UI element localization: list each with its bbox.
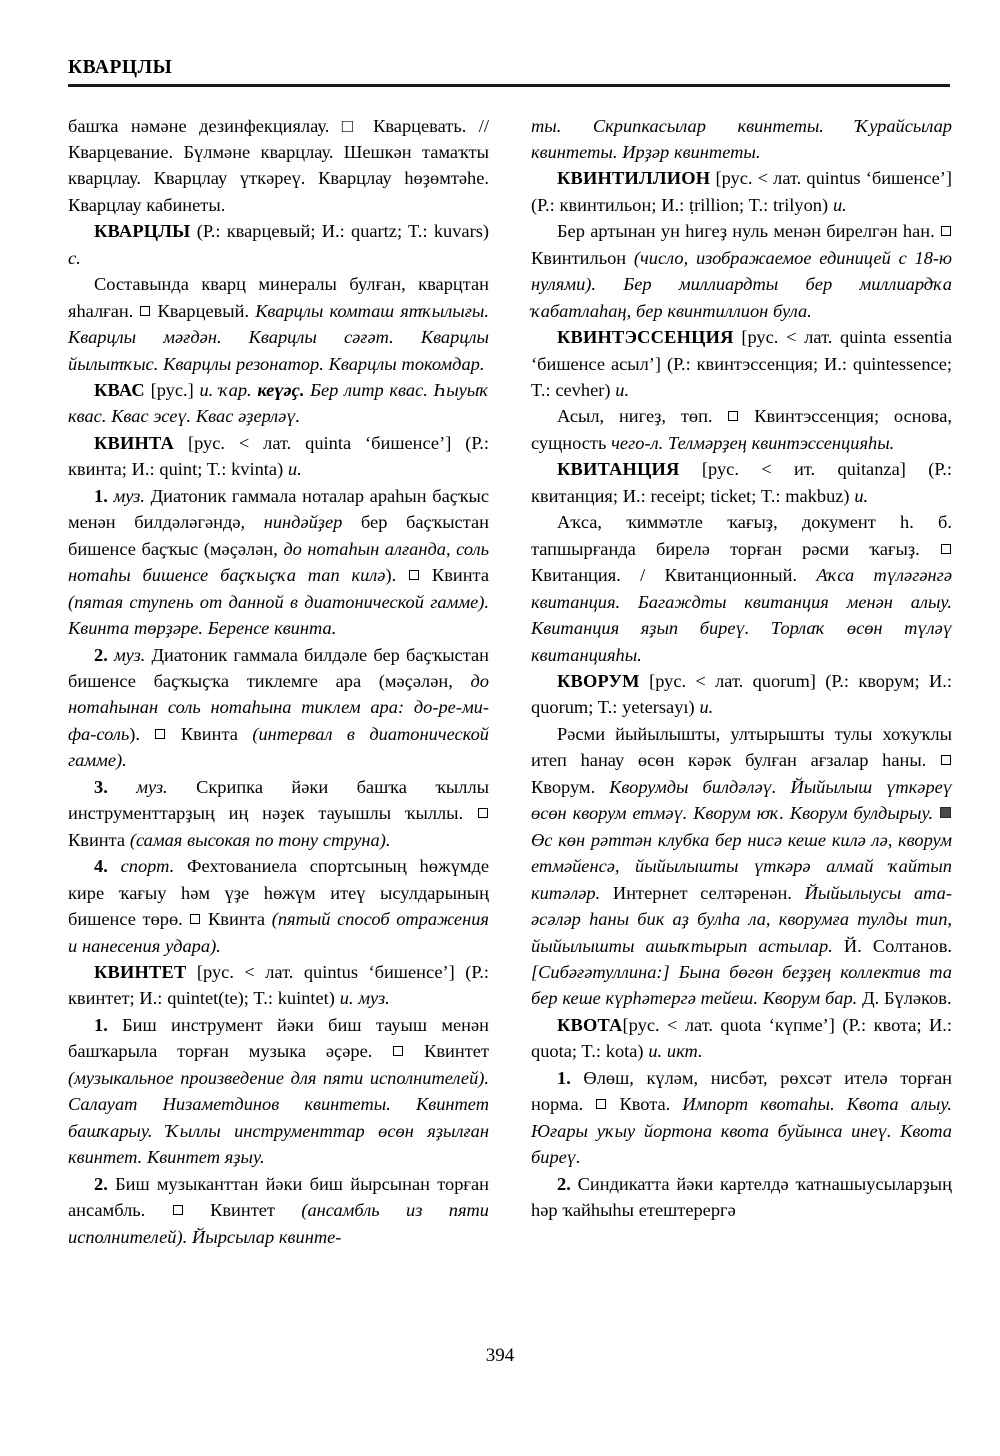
entry-kvintet-head <box>68 959 489 1012</box>
open-square-icon <box>140 306 150 316</box>
definition-part-a: Биш музыканттан йәки биш йырсынан торған ансамбль. <box>68 1173 489 1221</box>
headword-kvitanciya: КВИТАНЦИЯ <box>557 459 680 480</box>
etymology-kvas: [рус.] <box>150 380 194 401</box>
open-square-icon <box>941 544 951 554</box>
entry-kvitanciya-sense <box>531 509 952 668</box>
russian-gloss-3: (самая высокая по тону струна). <box>129 829 391 850</box>
etymology-kvorum: [рус. < лат. quorum] <box>649 671 816 692</box>
headword-kvintillion: КВИНТИЛЛИОН <box>557 168 711 189</box>
examples-kvintet-1: Салауат Низаметдинов квинтеты. Квинтет башҡарыу. Ҡыллы инструменттар өсөн яҙылған квинтет. Квинтет яҙыу. <box>68 1094 489 1168</box>
open-square-icon <box>190 914 200 924</box>
grammar-kvas: и. ҡар. <box>199 380 252 401</box>
open-square-icon <box>941 226 951 236</box>
entry-kvarcly-head <box>68 218 489 271</box>
sense-label: муз. <box>136 776 168 797</box>
definition-part-a: Фехтованиела спортсының һөжүмде кире ҡағыу һәм үҙе һөжүм итеү ысулдарының бишенсе төрө. <box>68 856 489 930</box>
sense-label: муз. <box>113 644 146 665</box>
continued-paragraph-left <box>68 113 489 219</box>
two-column-body <box>68 113 952 1250</box>
examples-kvota: Импорт квотаһы. Квота алыу. Юғары уҡыу йортона квота буйынса инеү. Квота биреү. <box>531 1094 952 1168</box>
entry-kvintet-sense-2 <box>68 1171 489 1250</box>
translations-kvinta: (Р.: квинта; И.: quint; T.: kvinta) <box>68 432 489 480</box>
examples-kvorum: Кворумды билдәләү. Йыйылыш үткәреү өсөн кворум етмәү. Кворум юҡ. Кворум булдырыу. <box>531 776 952 824</box>
russian-kvintet-2: Квинтет <box>210 1200 275 1221</box>
definition-part-a: Диатоник гаммала ноталар араһын баҫҡыс менән билдәләгәндә, <box>68 485 489 533</box>
definition-part-a: Биш инструмент йәки биш тауыш менән башҡарыла торған музыка әҫәре. <box>68 1014 489 1062</box>
russian-italic: чего-л. <box>611 432 664 453</box>
entry-kvota-sense-2 <box>531 1171 952 1224</box>
russian-gloss-4: (пятый способ отражения и нанесения удара). <box>68 909 489 956</box>
definition-part-a: Бер артынан ун һигеҙ нуль менән бирелгән һан. <box>557 221 935 242</box>
translations-kvitanciya: (Р.: квитанция; И.: receipt; ticket; T.: makbuz) <box>531 459 952 506</box>
entry-kvintessenciya-head <box>531 324 952 403</box>
grammar-kvorum: и. <box>699 697 714 718</box>
grammar-kvinta: и. <box>288 459 302 480</box>
citation-speaker-3: [Сибәғәтуллина:] <box>531 962 670 982</box>
headword-kvintet: КВИНТЕТ <box>94 962 187 982</box>
continued-paragraph-right <box>531 113 952 166</box>
definition-italic: до нотаһынан соль нотаһына тиклем ара: до-ре-ми-фа-соль <box>68 671 489 744</box>
grammar-kvarcly: с. <box>68 247 81 268</box>
open-square-icon <box>173 1205 183 1215</box>
entry-kvinta-sense-3 <box>68 774 489 853</box>
header-rule <box>68 84 950 87</box>
examples-kvas: Бер литр квас. Һыуыҡ квас. Квас эсеү. Квас әҙерләү. <box>68 380 489 427</box>
russian-kvinta-2: Квинта <box>180 723 238 744</box>
translations-kvintessenciya: (Р.: квинтэссенция; И.: quintessence; T.: cevher) <box>531 353 952 401</box>
headword-kvas: КВАС <box>94 380 145 401</box>
entry-kvorum-sense <box>531 721 952 1012</box>
sense-number: 2. <box>94 1173 108 1194</box>
headword-kvintessenciya: КВИНТЭССЕНЦИЯ <box>557 327 734 348</box>
russian-kvinta-4: Квинта <box>208 909 266 930</box>
left-column <box>68 113 489 1250</box>
russian-kvarcly: Кварцевый. <box>157 300 250 321</box>
definition-part-c: ). <box>385 565 397 586</box>
russian-gloss-2: (ансамбль из пяти исполнителей). <box>68 1200 489 1247</box>
translations-kvarcly: (Р.: кварцевый; И.: quartz; T.: kuvars) <box>196 221 489 242</box>
sense-label: спорт. <box>120 856 175 877</box>
entry-kvintessenciya-sense <box>531 403 952 456</box>
etymology-kvota: [рус. < лат. quota ‘күпме’] <box>622 1014 835 1035</box>
citation-text-1: Өс көн рәттән клубка бер нисә кеше килә лә, кворум етмәйенсә, йыйылышты үткәрә алмай ҡайтып китәләр. <box>531 829 952 903</box>
definition-part-a: Скрипка йәки башҡа ҡыллы инструменттарҙың иң нәҙек тауышлы ҡыллы. <box>68 776 489 824</box>
open-square-icon <box>155 729 165 739</box>
definition-italic: ниндәйҙер <box>263 512 343 533</box>
citation-text-2: Йыйылыусы ата-әсәләр һаны бик аҙ булһа ла, кворумға тулды тип, йыйылышты ашыҡтырып астылар. <box>531 882 952 956</box>
entry-kvinta-head <box>68 430 489 483</box>
definition-part-a: Өлөш, күләм, нисбәт, рөхсәт ителә торған норма. <box>531 1067 952 1115</box>
translations-kvota: (Р.: квота; И.: quota; T.: kota) <box>531 1014 952 1062</box>
grammar-kvitanciya: и. <box>854 485 869 506</box>
page-number: 394 <box>485 1345 515 1366</box>
entry-kvinta-sense-2 <box>68 642 489 774</box>
entry-kvota-sense-1 <box>531 1065 952 1171</box>
russian-gloss: (число, изображаемое единицей с 18-ю нулями). <box>531 247 952 295</box>
russian-gloss-2: (интервал в диатонической гамме). <box>68 723 489 771</box>
entry-kvinta-sense-1 <box>68 483 489 642</box>
open-square-icon <box>393 1046 403 1056</box>
citation-source-3: Д. Бүләков. <box>862 988 952 1009</box>
translations-kvintillion: (Р.: квинтильон; И.: ṭrillion; T.: trilyon) <box>531 194 829 215</box>
headword-kvota: КВОТА <box>557 1014 623 1035</box>
examples-kvintet-2-cut: Йырсылар квинте- <box>191 1226 342 1247</box>
russian-kvintillion: Квинтильон <box>531 247 627 268</box>
open-square-icon <box>409 570 419 580</box>
headword-kvarcly: КВАРЦЛЫ <box>94 221 191 242</box>
sense-number: 3. <box>94 776 108 797</box>
russian-kvintet-1: Квинтет <box>424 1041 489 1062</box>
open-square-icon <box>596 1099 606 1109</box>
examples-kvinta-1: Квинта төрҙәре. Беренсе квинта. <box>68 618 337 639</box>
definition-part-a: Асыл, нигеҙ, төп. <box>557 406 713 427</box>
citation-text-3: Бына бөгөн беҙҙең коллектив та бер кеше күрһәтергә тейеш. Кворум бар. <box>531 962 952 1009</box>
grammar-kvintillion: и. <box>832 194 847 215</box>
running-head: КВАРЦЛЫ <box>68 57 173 78</box>
russian-kvinta-1: Квинта <box>431 565 489 586</box>
right-column <box>531 113 952 1250</box>
entry-kvinta-sense-4 <box>68 853 489 959</box>
etymology-kvinta: [рус. < лат. quinta ‘бишенсе’] <box>187 432 452 453</box>
entry-kvarcly-sense <box>68 271 489 377</box>
etymology-kvintet: [рус. < лат. quintus ‘бишенсе’] <box>196 962 455 982</box>
entry-kvas <box>68 377 489 430</box>
grammar-kvota: и. икт. <box>648 1041 703 1062</box>
sense-label: муз. <box>113 485 145 506</box>
entry-kvorum-head <box>531 668 952 721</box>
citation-source-1: Интернет селтәренән. <box>612 882 792 903</box>
etymology-kvintillion: [рус. < лат. quintus ‘бишенсе’] <box>715 168 952 189</box>
examples-kvitanciya: Аҡса түләгәнгә квитанция. Багаждты квитанция менән алыу. Квитанция яҙып биреү. Торлаҡ өсөн түләү квитанцияһы. <box>531 565 952 665</box>
definition-part-a: Диатоник гаммала билдәле бер баҫҡыстан бишенсе баҫҡыҫҡа тиклемге ара (мәҫәлән, <box>68 644 489 692</box>
sense-number: 1. <box>94 1014 108 1035</box>
sense-number: 4. <box>94 856 108 877</box>
grammar-kvintessenciya: и. <box>615 380 630 401</box>
etymology-kvintessenciya: [рус. < лат. quinta essentia ‘бишенсе асыл’] <box>531 327 952 374</box>
open-square-icon <box>728 411 738 421</box>
entry-kvota-head <box>531 1012 952 1065</box>
grammar-kvintet: и. муз. <box>339 988 390 1009</box>
definition-part-c: ). <box>129 723 140 744</box>
definition-part-b: бер баҫҡыстан бишенсе баҫҡыс (мәҫәлән, <box>68 512 489 559</box>
sense-number: 1. <box>94 485 108 506</box>
filled-square-icon <box>940 807 951 818</box>
crossref-kvas: кеүәҫ. <box>257 380 305 401</box>
translations-kvintet: (Р.: квинтет; И.: quintet(te); T.: kuintet) <box>68 962 489 1009</box>
examples-kvarcly: Кварцлы комташ ятҡылығы. Кварцлы мәғдән. Кварцлы сәғәт. Кварцлы йылытҡыс. Кварцлы резонатор. Кварцлы токомдар. <box>68 300 489 374</box>
russian-kvinta-3: Квинта <box>68 829 126 850</box>
continued-text-left: башҡа нәмәне дезинфекциялау. □ Кварцевать. // Кварцевание. Бүлмәне кварцлау. Шешкән тамаҡты кварцлау. Кварцлау үткәреү. Кварцлау һөҙөмтәһе. Кварцлау кабинеты. <box>68 115 489 215</box>
definition-italic-2: до нотаһын алғанда, соль нотаһы бишенсе баҫҡыҫҡа тап килә <box>68 538 489 586</box>
sense-number: 2. <box>557 1173 571 1194</box>
examples-kvintessenciya: Телмәрҙең квинтэссенцияһы. <box>668 432 895 453</box>
entry-kvitanciya-head <box>531 456 952 509</box>
definition-kvarcly: Составында кварц минералы булған, кварцтан яһалған. <box>68 274 489 321</box>
examples-kvintillion: Бер миллиардты бер миллиардҡа ҡабатлаһаң, бер квинтиллион була. <box>531 274 952 321</box>
continued-text-right: ты. Скрипкасылар квинтеты. Ҡурайсылар квинтеты. Ирҙәр квинтеты. <box>531 115 952 162</box>
russian-kvota: Квота. <box>619 1094 671 1115</box>
russian-gloss-1: (музыкальное произведение для пяти исполнителей). <box>68 1067 489 1088</box>
sense-number: 1. <box>557 1067 571 1088</box>
definition-part-a: Рәсми йыйылышты, ултырышты тулы хоҡуҡлы итеп һанау өсөн кәрәк булған ағзалар һаны. <box>531 723 952 771</box>
open-square-icon <box>941 755 951 765</box>
translations-kvorum: (Р.: кворум; И.: quorum; T.: yetersayı) <box>531 671 952 718</box>
citation-source-2: Й. Солтанов. <box>843 935 952 956</box>
headword-kvorum: КВОРУМ <box>557 671 640 692</box>
headword-kvinta: КВИНТА <box>94 432 175 453</box>
russian-kvorum: Кворум. <box>531 776 596 797</box>
entry-kvintillion-head <box>531 165 952 218</box>
sense-number: 2. <box>94 644 108 665</box>
definition-part-a: Аҡса, ҡиммәтле ҡағыҙ, документ һ. б. тапшырғанда бирелә торған рәсми ҡағыҙ. <box>531 512 952 559</box>
entry-kvintillion-sense <box>531 218 952 324</box>
entry-kvintet-sense-1 <box>68 1012 489 1171</box>
russian-kvintessenciya: Квинтэссенция; основа, сущность <box>531 406 952 453</box>
russian-gloss-1: (пятая ступень от данной в диатонической гамме). <box>68 591 489 612</box>
open-square-icon <box>478 808 488 818</box>
definition-cut: Синдикатта йәки картелдә ҡатнашыусыларҙың һәр ҡайһыһы етештерергә <box>531 1173 952 1221</box>
russian-kvitanciya: Квитанция. / Квитанционный. <box>531 565 798 586</box>
etymology-kvitanciya: [рус. < ит. quitanza] <box>701 459 906 480</box>
